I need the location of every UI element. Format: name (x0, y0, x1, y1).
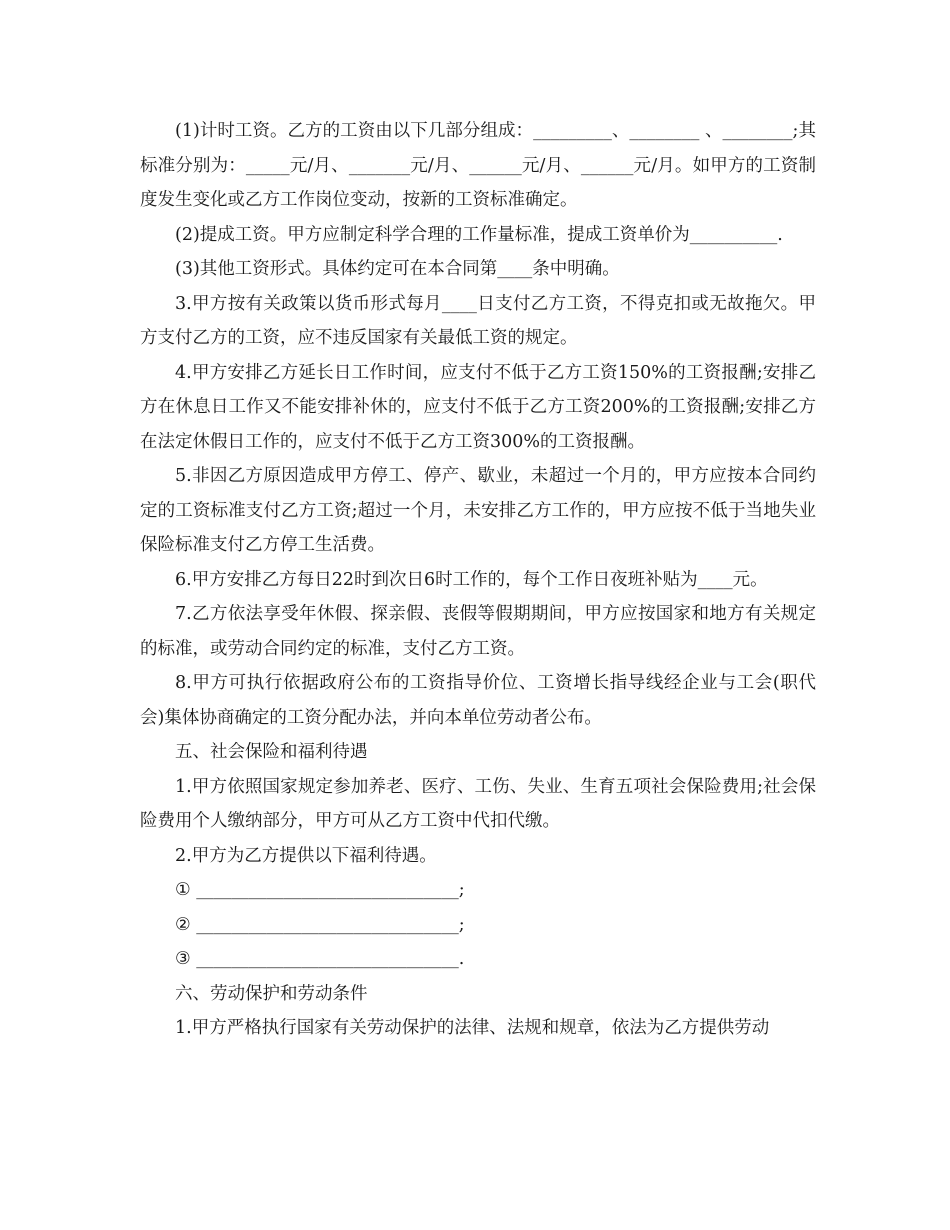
paragraph-insurance-1: 1.甲方依照国家规定参加养老、医疗、工伤、失业、生育五项社会保险费用;社会保险费用个人缴纳部分，甲方可从乙方工资中代扣代缴。 (140, 776, 816, 831)
paragraph-hourly-wage: (1)计时工资。乙方的工资由以下几部分组成：_________、________ 、________;其标准分别为：_____元/月、_______元/月、______元/月、______元/月。如甲方的工资制度发生变化或乙方工作岗位变动，按新的工资标准确定。 (140, 121, 816, 210)
paragraph-clause-5: 5.非因乙方原因造成甲方停工、停产、歇业，未超过一个月的，甲方应按本合同约定的工资标准支付乙方工资;超过一个月，未安排乙方工作的，甲方应按不低于当地失业保险标准支付乙方停工生活费。 (140, 466, 816, 555)
section-heading-labor-protection: 六、劳动保护和劳动条件 (175, 983, 368, 1004)
list-item-benefit-1: ① ______________________________; (175, 880, 465, 900)
paragraph-commission-wage: (2)提成工资。甲方应制定科学合理的工作量标准，提成工资单价为__________. (175, 224, 783, 245)
list-item-benefit-2: ② ______________________________; (175, 914, 465, 935)
document-body (140, 114, 816, 1046)
paragraph-other-wage: (3)其他工资形式。具体约定可在本合同第____条中明确。 (175, 259, 620, 279)
section-heading-social-insurance: 五、社会保险和福利待遇 (175, 742, 368, 762)
paragraph-clause-4: 4.甲方安排乙方延长日工作时间，应支付不低于乙方工资150%的工资报酬;安排乙方在休息日工作又不能安排补休的，应支付不低于乙方工资200%的工资报酬;安排乙方在法定休假日工作的，应支付不低于乙方工资300%的工资报酬。 (140, 362, 816, 452)
paragraph-clause-3: 3.甲方按有关政策以货币形式每月____日支付乙方工资，不得克扣或无故拖欠。甲方支付乙方的工资，应不违反国家有关最低工资的规定。 (140, 293, 816, 348)
paragraph-clause-7: 7.乙方依法享受年休假、探亲假、丧假等假期期间，甲方应按国家和地方有关规定的标准，或劳动合同约定的标准，支付乙方工资。 (140, 604, 816, 659)
paragraph-clause-6: 6.甲方安排乙方每日22时到次日6时工作的，每个工作日夜班补贴为____元。 (175, 569, 768, 590)
paragraph-insurance-2: 2.甲方为乙方提供以下福利待遇。 (175, 845, 437, 866)
list-item-benefit-3: ③ ______________________________. (175, 949, 465, 969)
paragraph-clause-8: 8.甲方可执行依据政府公布的工资指导价位、工资增长指导线经企业与工会(职代会)集体协商确定的工资分配办法，并向本单位劳动者公布。 (140, 673, 816, 728)
paragraph-protection-1: 1.甲方严格执行国家有关劳动保护的法律、法规和规章，依法为乙方提供劳动 (175, 1018, 770, 1038)
